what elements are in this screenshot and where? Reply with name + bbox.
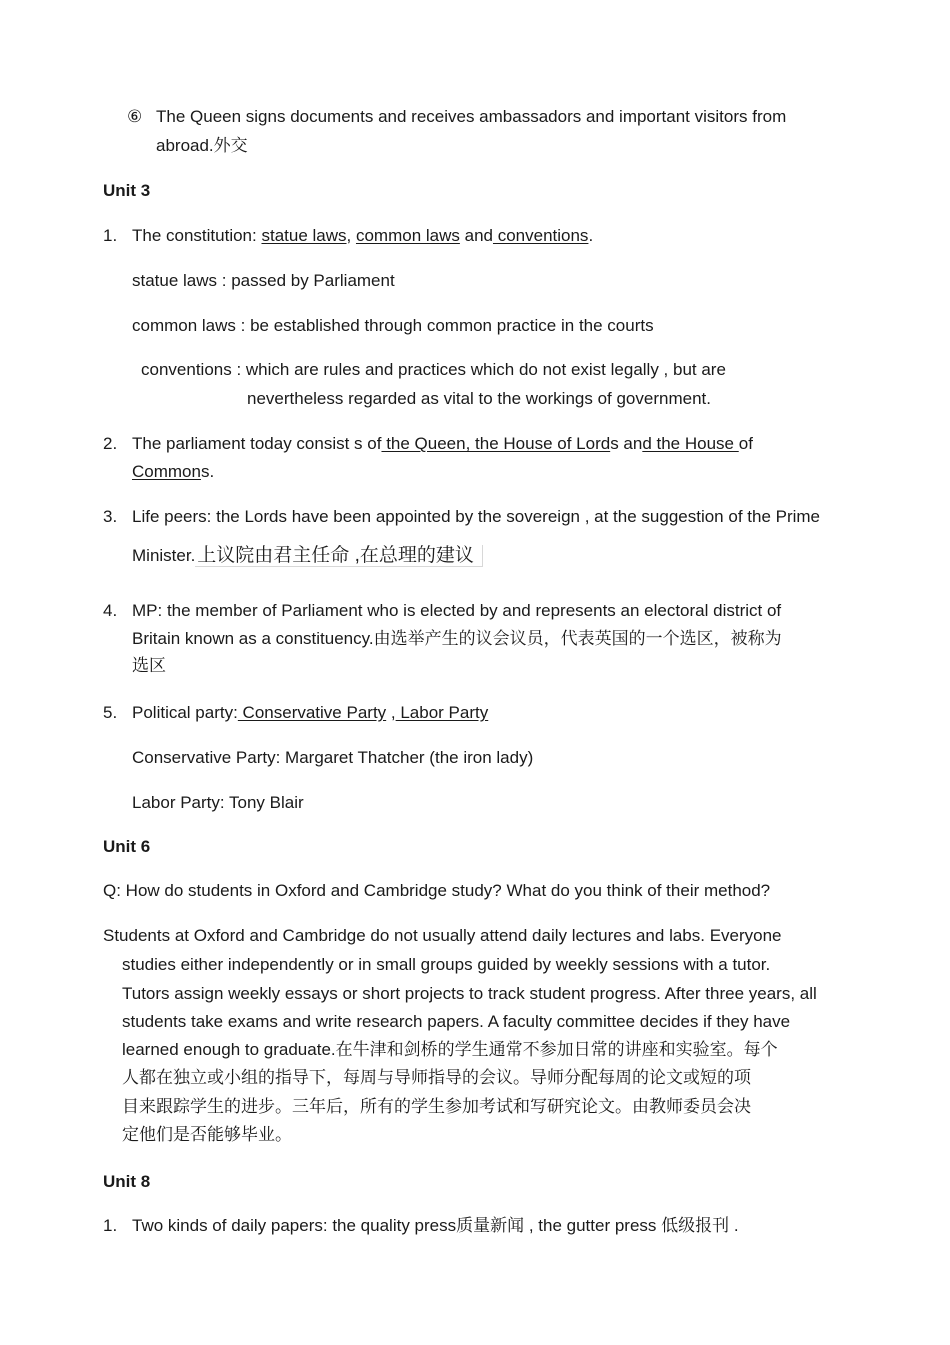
labor-party-leader: Labor Party: Tony Blair <box>132 793 304 812</box>
item-marker: ⑥ <box>127 107 143 126</box>
queen-lords-term: the Queen, the House of Lord <box>381 434 611 453</box>
unit6-answer-line: studies either independently or in small groups guided by weekly sessions with a tutor. <box>122 955 771 974</box>
unit3-item1-number: 1. <box>103 226 118 245</box>
unit6-answer-line: 目来跟踪学生的进步。三年后，所有的学生参加考试和写研究论文。由教师委员会决 <box>122 1097 751 1116</box>
unit3-item3-line1: Life peers: the Lords have been appointed by the sovereign , at the suggestion of the Prime <box>132 507 821 526</box>
item6-line1: The Queen signs documents and receives ambassadors and important visitors from <box>156 107 787 126</box>
item6-line2: abroad.外交 <box>156 136 248 155</box>
unit3-item4-number: 4. <box>103 601 118 620</box>
conventions-term: conventions <box>492 226 589 245</box>
unit6-answer-line: 人都在独立或小组的指导下，每周与导师指导的会议。导师分配每周的论文或短的项 <box>122 1068 751 1087</box>
chinese-annotation: 上议院由君主任命 ,在总理的建议 <box>195 545 483 567</box>
unit3-heading: Unit 3 <box>103 181 151 200</box>
unit8-item1-text: Two kinds of daily papers: the quality press质量新闻 , the gutter press 低级报刊 . <box>132 1216 739 1235</box>
unit3-item2-number: 2. <box>103 434 118 453</box>
unit3-item2-line2: Commons. <box>132 462 215 481</box>
unit3-item3-line2: Minister. 上议院由君主任命 ,在总理的建议 <box>132 545 483 567</box>
unit3-item4-line3: 选区 <box>132 656 166 675</box>
unit3-item3-number: 3. <box>103 507 118 526</box>
unit6-answer-line: learned enough to graduate.在牛津和剑桥的学生通常不参加日常的讲座和实验室。每个 <box>122 1040 778 1059</box>
unit3-item4-line2: Britain known as a constituency.由选举产生的议会议员，代表英国的一个选区，被称为 <box>132 629 782 648</box>
house-term: d the House <box>642 434 739 453</box>
unit6-heading: Unit 6 <box>103 837 151 856</box>
unit3-item1-text: The constitution: statue laws, common laws and conventions. <box>132 226 594 245</box>
common-laws-term: common laws <box>355 226 460 245</box>
unit3-item4-line1: MP: the member of Parliament who is elected by and represents an electoral district of <box>132 601 782 620</box>
statue-laws-definition: statue laws : passed by Parliament <box>132 271 395 290</box>
unit3-item5-number: 5. <box>103 703 118 722</box>
unit8-item1-number: 1. <box>103 1216 118 1235</box>
common-laws-definition: common laws : be established through common practice in the courts <box>132 316 654 335</box>
conventions-definition-line1: conventions : which are rules and practices which do not exist legally , but are <box>141 360 726 379</box>
commons-term: Common <box>132 462 201 481</box>
unit6-answer-line: Students at Oxford and Cambridge do not usually attend daily lectures and labs. Everyone <box>103 926 782 945</box>
conservative-party-leader: Conservative Party: Margaret Thatcher (the iron lady) <box>132 748 534 767</box>
unit6-answer-line: Tutors assign weekly essays or short projects to track student progress. After three years, all <box>122 984 817 1003</box>
unit8-heading: Unit 8 <box>103 1172 151 1191</box>
unit6-answer-line: 定他们是否能够毕业。 <box>122 1125 292 1144</box>
conservative-party-term: Conservative Party <box>237 703 387 722</box>
labor-party-term: Labor Party <box>395 703 489 722</box>
unit6-answer-line: students take exams and write research papers. A faculty committee decides if they have <box>122 1012 791 1031</box>
unit3-item2-line1: The parliament today consist s of the Queen, the House of Lords and the House of <box>132 434 753 453</box>
statue-laws-term: statue laws <box>261 226 347 245</box>
conventions-definition-line2: nevertheless regarded as vital to the workings of government. <box>247 389 711 408</box>
unit6-question: Q: How do students in Oxford and Cambridge study? What do you think of their method? <box>103 881 771 900</box>
unit3-item5-line1: Political party: Conservative Party , Labor Party <box>132 703 489 722</box>
